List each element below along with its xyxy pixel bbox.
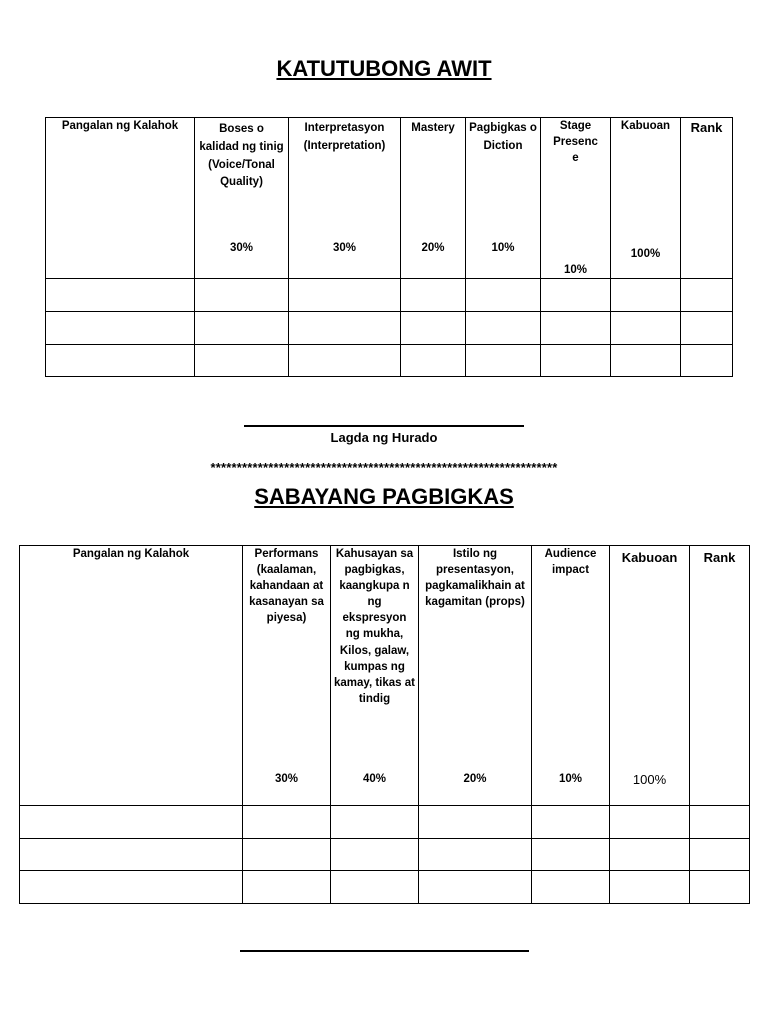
criterion-presentation-style: Istilo ng presentasyon, pagkamalikhain at kagamitan (props) 20% (419, 546, 532, 806)
katutubong-awit-table (45, 117, 733, 377)
criterion-stage-presence: Stage Presenc e 10% (541, 118, 611, 279)
rank-header: Rank (681, 118, 733, 279)
signature-line (240, 950, 529, 952)
criterion-audience-impact: Audience impact 10% (532, 546, 610, 806)
criterion-delivery: Kahusayan sa pagbigkas, kaangkupa n ng ekspresyon ng mukha, Kilos, galaw, kumpas ng kamay, tikas at tindig 40% (331, 546, 419, 806)
participant-name-header: Pangalan ng Kalahok (20, 546, 243, 806)
table-row (46, 345, 733, 377)
table-row (20, 839, 750, 871)
table-row (46, 312, 733, 345)
participant-name-header: Pangalan ng Kalahok (46, 118, 195, 279)
criterion-performance: Performans (kaalaman, kahandaan at kasanayan sa piyesa) 30% (243, 546, 331, 806)
signature-line (244, 425, 524, 427)
criterion-mastery: Mastery 20% (401, 118, 466, 279)
rank-header: Rank (690, 546, 750, 806)
section1-title: KATUTUBONG AWIT (276, 56, 492, 81)
table-row (46, 279, 733, 312)
criterion-voice-quality: Boses o kalidad ng tinig (Voice/Tonal Quality) 30% (195, 118, 289, 279)
sabayang-pagbigkas-table (19, 545, 750, 904)
separator: ****************************************************************** (210, 460, 558, 475)
table-row (20, 871, 750, 904)
signature-label: Lagda ng Hurado (330, 430, 438, 445)
criterion-interpretation: Interpretasyon (Interpretation) 30% (289, 118, 401, 279)
criterion-diction: Pagbigkas o Diction 10% (466, 118, 541, 279)
total-header: Kabuoan 100% (610, 546, 690, 806)
total-header: Kabuoan 100% (611, 118, 681, 279)
table-row (20, 806, 750, 839)
section2-title: SABAYANG PAGBIGKAS (254, 484, 514, 509)
